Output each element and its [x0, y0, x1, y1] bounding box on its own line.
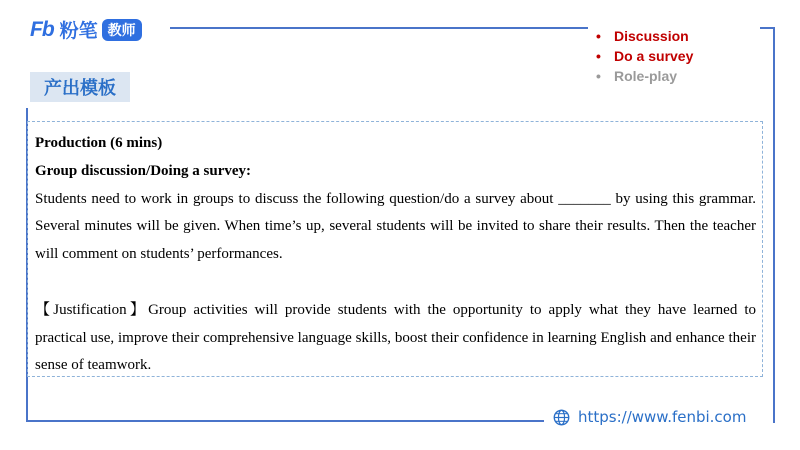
globe-icon: [553, 409, 570, 426]
logo-tag: 教师: [102, 19, 142, 41]
logo-mark: Fb: [30, 17, 54, 41]
fenbi-logo: [30, 16, 142, 43]
right-frame-tick: [760, 27, 774, 29]
content-heading: Production (6 mins): [35, 135, 163, 151]
logo-brand: 粉笔: [59, 20, 98, 42]
justification-paragraph: 【Justification】Group activities will provide students with the opportunity to apply what they have learned to practical use, improve their comprehensive language skills, boost their confidence in learning English and enhance their sense of teamwork.: [35, 301, 756, 374]
content-box: [27, 121, 763, 377]
footer-url-link[interactable]: https://www.fenbi.com: [578, 408, 747, 426]
agenda-item-discussion: • Discussion: [596, 26, 693, 46]
bottom-frame-line: [26, 420, 544, 422]
right-frame-line: [773, 27, 775, 423]
agenda-item-role-play: • Role-play: [596, 66, 693, 86]
section-title: 产出模板: [30, 72, 130, 102]
content-subheading: Group discussion/Doing a survey:: [35, 162, 252, 179]
footer: [553, 408, 746, 426]
paragraph-spacer: [35, 269, 756, 297]
agenda-item-survey: • Do a survey: [596, 46, 693, 66]
agenda-list: [596, 26, 693, 86]
top-frame-line: [170, 27, 588, 29]
content-body: Students need to work in groups to discuss the following question/do a survey about _______ by using this grammar. Several minutes will be given. When time’s up, several students will be invited to share their results. Then the teacher will comment on students’ performances.: [35, 190, 756, 263]
